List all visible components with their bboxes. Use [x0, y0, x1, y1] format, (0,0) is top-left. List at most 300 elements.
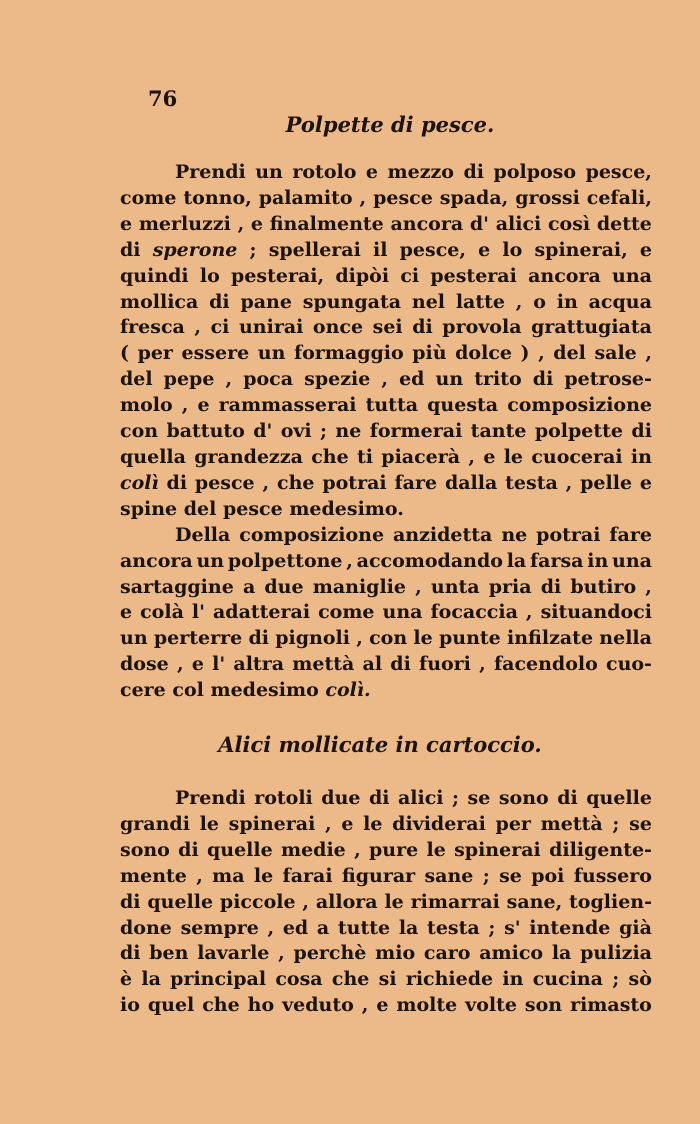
text-line — [120, 812, 652, 838]
word: maniglie — [312, 575, 406, 598]
text-line — [120, 600, 652, 626]
text-line — [120, 186, 652, 212]
word: e — [341, 812, 354, 835]
word: composizione — [239, 523, 385, 546]
word: potrai — [322, 471, 387, 494]
word: ma — [212, 864, 245, 887]
word: di — [248, 627, 270, 650]
word: che — [311, 445, 349, 468]
word: se — [499, 864, 522, 887]
word: le — [199, 812, 219, 835]
word: caro — [423, 942, 471, 965]
word: rammasserai — [218, 394, 357, 417]
word: toglien- — [569, 890, 652, 913]
word: ; — [482, 864, 490, 887]
word: rimasto — [570, 994, 652, 1017]
text-line — [120, 445, 652, 471]
word: cefali, — [586, 186, 652, 209]
word: intende — [529, 916, 611, 939]
word: veduto — [282, 994, 354, 1017]
word: , — [361, 994, 369, 1017]
word: dette — [596, 212, 652, 235]
word: sane, — [506, 890, 563, 913]
word: ; — [249, 238, 257, 261]
word: medesimo. — [289, 497, 404, 520]
word: due — [321, 787, 361, 809]
word: formaggio — [293, 342, 404, 365]
word: a — [242, 575, 256, 598]
word: molo — [120, 394, 173, 417]
word: grandezza — [194, 445, 303, 468]
word: nel — [411, 290, 445, 313]
word: e — [120, 212, 133, 235]
word: di — [120, 238, 141, 261]
text-line — [120, 290, 652, 316]
text-line — [120, 393, 652, 419]
word: di — [178, 838, 199, 861]
text-line — [120, 626, 652, 652]
word: piacerà — [381, 445, 461, 468]
word: , — [359, 186, 367, 209]
word: mio — [375, 942, 416, 965]
word: , — [196, 864, 203, 887]
word: la — [141, 968, 161, 991]
word: di — [368, 787, 390, 809]
word: la — [551, 942, 572, 965]
word: quella — [120, 445, 186, 468]
word: più — [412, 342, 447, 365]
word: essere — [181, 342, 250, 365]
word: farsa — [529, 549, 584, 572]
word: volte — [465, 994, 517, 1017]
word: e — [191, 653, 204, 676]
word: di — [540, 575, 562, 598]
word: , — [415, 575, 422, 598]
word: ed — [282, 916, 309, 939]
word: e — [376, 994, 389, 1017]
word: pelle — [580, 471, 633, 494]
word: una — [612, 264, 652, 287]
word: ; — [320, 420, 328, 443]
text-line — [120, 523, 652, 549]
word: Della — [175, 523, 231, 546]
word: sperone — [152, 238, 238, 261]
word: per — [495, 812, 531, 835]
word: petrose- — [564, 368, 652, 391]
word: grattugiata — [531, 316, 652, 339]
word: , — [278, 942, 285, 965]
word: pignoli — [275, 627, 350, 650]
text-line — [120, 575, 652, 601]
text-line — [120, 864, 652, 890]
word: unta — [430, 575, 480, 598]
word: per — [137, 342, 173, 365]
word: sale — [594, 342, 637, 365]
word: con — [369, 627, 408, 650]
word: cuo- — [606, 653, 652, 676]
word: dalla — [444, 471, 498, 494]
word: e — [365, 161, 379, 183]
word: pesterai — [430, 264, 517, 287]
word: pesce — [373, 186, 433, 209]
word: la — [398, 916, 419, 939]
word: lavarle — [197, 942, 270, 965]
word: lo — [199, 264, 220, 287]
word: mettà — [292, 653, 355, 676]
word: di — [463, 161, 485, 183]
word: così — [547, 212, 591, 235]
word: , — [356, 627, 363, 650]
word: un — [120, 627, 148, 650]
word: quelle — [206, 838, 273, 861]
word: ancora — [528, 264, 601, 287]
word: diligente- — [549, 838, 652, 861]
word: in — [587, 549, 609, 572]
word: son — [524, 994, 563, 1017]
word: pulizia — [580, 942, 652, 965]
word: infilzate — [507, 627, 594, 650]
word: , — [302, 890, 310, 913]
word: e — [483, 445, 496, 468]
word: spinerai — [228, 812, 316, 835]
word: cucina — [532, 968, 603, 991]
word: le — [503, 445, 524, 468]
word: e — [120, 601, 133, 624]
word: testa — [427, 916, 480, 939]
word: potrai — [536, 523, 601, 546]
text-line — [120, 549, 652, 575]
text-line — [120, 238, 652, 264]
word: col — [172, 679, 204, 702]
word: facendolo — [493, 653, 598, 676]
word: mente — [120, 864, 187, 887]
word: come — [120, 186, 177, 209]
word: tonno, — [183, 186, 252, 209]
word: testa — [505, 471, 558, 494]
word: , — [538, 342, 545, 365]
word: ben — [149, 942, 189, 965]
word: colì — [120, 471, 159, 494]
word: pesce — [222, 497, 283, 520]
word: di — [412, 316, 433, 339]
word: once — [312, 316, 364, 339]
word: , — [262, 471, 270, 494]
text-line — [120, 419, 652, 445]
word: in — [630, 445, 652, 468]
word: perterre — [153, 627, 243, 650]
word: acqua — [588, 290, 652, 313]
word: composizione — [507, 394, 652, 417]
word: e — [197, 394, 210, 417]
word: , — [479, 653, 486, 676]
word: molte — [396, 994, 458, 1017]
word: pepe — [163, 368, 215, 391]
text-line — [120, 212, 652, 238]
word: mettà — [540, 812, 603, 835]
word: e — [250, 212, 263, 235]
text-line — [120, 315, 652, 341]
word: focaccia — [430, 601, 518, 624]
word: quel — [147, 994, 195, 1017]
word: è — [120, 968, 133, 991]
text-line — [120, 838, 652, 864]
word: , — [194, 316, 202, 339]
word: ti — [357, 445, 373, 468]
word: ne — [501, 523, 528, 546]
word: poi — [531, 864, 565, 887]
word: che — [331, 968, 370, 991]
word: al — [362, 653, 383, 676]
word: , — [645, 575, 652, 598]
word: e — [478, 238, 491, 261]
text-line — [120, 497, 652, 523]
word: principal — [170, 968, 267, 991]
word: le — [413, 627, 433, 650]
word: e — [639, 471, 652, 494]
recipe-body-alici — [120, 786, 652, 1019]
word: formerai — [369, 420, 463, 443]
word: dose — [120, 653, 169, 676]
word: , — [381, 368, 388, 391]
word: si — [378, 968, 397, 991]
word: cuocerai — [531, 445, 623, 468]
word: come — [318, 601, 375, 624]
word: in — [556, 290, 578, 313]
word: di — [120, 942, 141, 965]
word: a — [316, 916, 330, 939]
word: questa — [427, 394, 499, 417]
word: due — [264, 575, 304, 598]
word: , — [468, 445, 476, 468]
word: adatterai — [212, 601, 311, 624]
word: ovi — [280, 420, 312, 443]
word: piccole — [219, 890, 296, 913]
word: la — [506, 549, 527, 572]
word: spezie — [304, 368, 371, 391]
text-line — [120, 941, 652, 967]
word: lo — [502, 238, 523, 261]
word: cere — [120, 679, 166, 702]
word: tutta — [365, 394, 419, 417]
word: una — [612, 549, 652, 572]
word: sei — [372, 316, 403, 339]
word: del — [183, 497, 217, 520]
word: dividerai — [392, 812, 486, 835]
recipe-title-polpette: Polpette di pesce. — [285, 112, 495, 137]
word: dipòi — [335, 264, 390, 287]
word: farai — [282, 864, 333, 887]
word: fuori — [419, 653, 471, 676]
word: spine — [120, 497, 178, 520]
word: situandoci — [540, 601, 652, 624]
word: che — [202, 994, 240, 1017]
word: ci — [400, 264, 420, 287]
text-line — [120, 160, 652, 186]
word: le — [384, 890, 404, 913]
word: ancora — [120, 549, 193, 572]
word: spada, — [439, 186, 509, 209]
word: ci — [210, 316, 230, 339]
word: punte — [438, 627, 501, 650]
word: medie — [280, 838, 346, 861]
word: sempre — [180, 916, 259, 939]
word: amico — [479, 942, 544, 965]
word: il — [373, 238, 388, 261]
word: di — [166, 471, 188, 494]
word: fresca — [120, 316, 185, 339]
word: dolce — [455, 342, 512, 365]
word: pesce, — [585, 161, 652, 183]
word: , — [354, 838, 361, 861]
word: trito — [474, 368, 522, 391]
word: poca — [243, 368, 294, 391]
word: accomodando — [356, 549, 503, 572]
word: grandi — [120, 812, 190, 835]
text-line — [120, 471, 652, 497]
word: medesimo — [210, 679, 319, 702]
word: provola — [442, 316, 522, 339]
word: sono — [498, 787, 549, 809]
word: battuto — [166, 420, 245, 443]
word: che — [277, 471, 315, 494]
text-line — [120, 916, 652, 942]
word: nella — [599, 627, 652, 650]
word: latte — [455, 290, 505, 313]
text-line — [120, 890, 652, 916]
word: ; — [612, 812, 620, 835]
word: mezzo — [387, 161, 454, 183]
word: d' — [469, 212, 489, 235]
word: figurar — [341, 864, 416, 887]
word: , — [645, 342, 652, 365]
word: colì. — [325, 679, 371, 702]
word: un — [257, 342, 286, 365]
word: se — [629, 812, 652, 835]
word: in — [502, 968, 524, 991]
word: sartaggine — [120, 575, 234, 598]
word: finalmente — [269, 212, 384, 235]
word: , — [225, 368, 233, 391]
word: polpettone — [227, 549, 343, 572]
word: mollica — [120, 290, 199, 313]
word: quelle — [147, 890, 214, 913]
word: , — [346, 549, 353, 572]
word: l' — [191, 601, 205, 624]
word: done — [120, 916, 172, 939]
word: io — [120, 994, 140, 1017]
word: alici — [495, 212, 542, 235]
word: di — [532, 368, 554, 391]
word: ed — [399, 368, 425, 391]
word: grossi — [515, 186, 580, 209]
word: , — [181, 394, 189, 417]
word: con — [120, 420, 159, 443]
word: fare — [394, 471, 438, 494]
word: se — [467, 787, 491, 809]
word: rimarrai — [410, 890, 500, 913]
text-line — [120, 264, 652, 290]
word: pane — [240, 290, 292, 313]
word: , — [565, 471, 573, 494]
word: , — [267, 916, 275, 939]
page-number: 76 — [148, 86, 178, 111]
word: un — [435, 368, 464, 391]
word: merluzzi — [138, 212, 231, 235]
word: richiede — [405, 968, 494, 991]
word: spinerai, — [534, 238, 628, 261]
word: pesce, — [399, 238, 466, 261]
word: del — [120, 368, 153, 391]
text-line — [120, 652, 652, 678]
word: altra — [233, 653, 285, 676]
recipe-body-polpette — [120, 160, 652, 704]
word: le — [363, 812, 383, 835]
text-line — [120, 341, 652, 367]
word: e — [639, 238, 652, 261]
word: colà — [140, 601, 184, 624]
word: , — [325, 812, 332, 835]
recipe-title-alici: Alici mollicate in cartoccio. — [218, 732, 542, 757]
word: perchè — [293, 942, 367, 965]
word: d' — [253, 420, 273, 443]
word: , — [515, 290, 523, 313]
word: ancora — [390, 212, 464, 235]
word: un — [196, 549, 225, 572]
word: unirai — [238, 316, 304, 339]
word: quelle — [586, 787, 652, 809]
word: anzidetta — [393, 523, 493, 546]
word: ne — [335, 420, 362, 443]
word: rotolo — [292, 161, 357, 183]
word: fussero — [573, 864, 652, 887]
word: cosa — [275, 968, 323, 991]
word: s' — [504, 916, 521, 939]
word: di — [631, 420, 652, 443]
word: di — [209, 290, 230, 313]
text-line — [120, 678, 652, 704]
word: tutte — [337, 916, 391, 939]
word: alici — [397, 787, 444, 809]
word: l' — [212, 653, 226, 676]
word: di — [120, 890, 141, 913]
word: spungata — [302, 290, 402, 313]
word: un — [255, 161, 283, 183]
word: polposo — [493, 161, 577, 183]
word: del — [553, 342, 586, 365]
word: sò — [628, 968, 652, 991]
word: ; — [612, 968, 620, 991]
text-line — [120, 367, 652, 393]
word: Prendi — [175, 161, 246, 183]
word: palamito — [258, 186, 353, 209]
word: pesterai, — [231, 264, 325, 287]
word: o — [533, 290, 546, 313]
word: ; — [452, 787, 460, 809]
word: fare — [609, 523, 652, 546]
word: ; — [488, 916, 496, 939]
word: rotoli — [254, 787, 313, 809]
word: butiro — [570, 575, 637, 598]
word: , — [525, 601, 533, 624]
word: sono — [120, 838, 170, 861]
word: ho — [247, 994, 275, 1017]
word: già — [619, 916, 652, 939]
text-line — [120, 786, 652, 812]
word: pria — [488, 575, 532, 598]
word: , — [237, 212, 245, 235]
text-line — [120, 967, 652, 993]
word: pesce — [194, 471, 255, 494]
